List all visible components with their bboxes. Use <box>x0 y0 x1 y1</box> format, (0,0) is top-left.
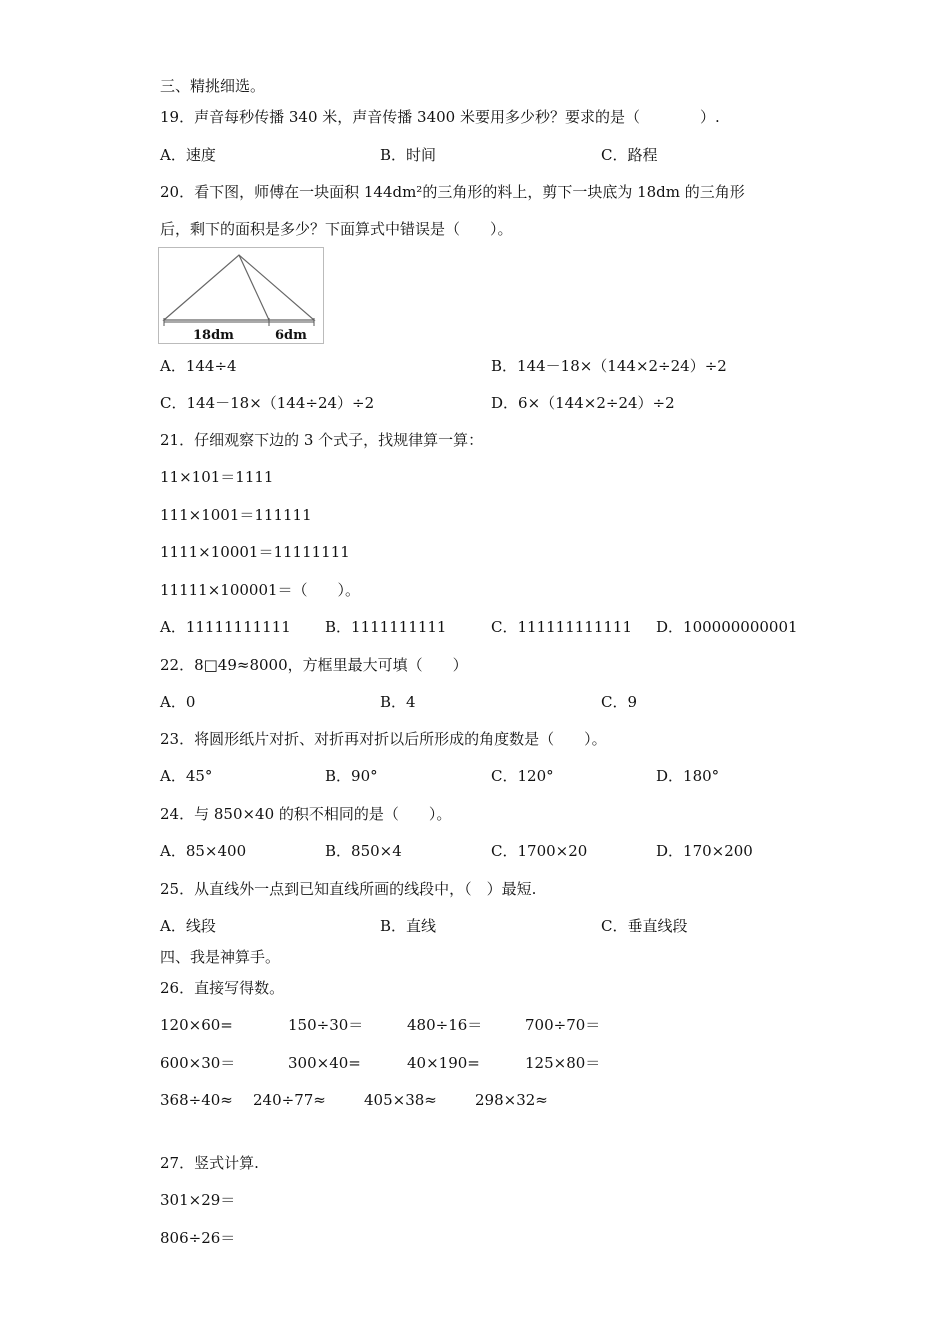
label-6dm: 6dm <box>275 328 307 343</box>
q19-option-b: B．时间 <box>380 146 437 164</box>
q19-option-c: C．路程 <box>601 146 658 164</box>
q19-option-a: A．速度 <box>160 146 216 164</box>
q22-option-b: B．4 <box>380 693 416 711</box>
q26-r1-c1: 120×60= <box>160 1016 233 1034</box>
q25-option-c: C．垂直线段 <box>601 917 688 935</box>
question-22: 22．8□49≈8000，方框里最大可填（ ） <box>160 656 468 674</box>
cut-line <box>239 255 269 320</box>
q22-option-a: A．0 <box>160 693 196 711</box>
q24-option-b: B．850×4 <box>325 842 402 860</box>
q25-option-a: A．线段 <box>160 917 216 935</box>
question-27: 27．竖式计算. <box>160 1154 259 1172</box>
q20-option-a: A．144÷4 <box>160 357 237 375</box>
q21-option-b: B．1111111111 <box>325 618 447 636</box>
question-26: 26．直接写得数。 <box>160 979 285 997</box>
question-19: 19．声音每秒传播 340 米，声音传播 3400 米要用多少秒？要求的是（ ）. <box>160 108 720 126</box>
section-4-heading: 四、我是神算手。 <box>160 948 281 966</box>
q21-equation-1: 11×101＝1111 <box>160 468 274 486</box>
q23-option-d: D．180° <box>656 767 720 785</box>
q26-r3-c4: 298×32≈ <box>475 1091 548 1109</box>
q26-r3-c3: 405×38≈ <box>364 1091 437 1109</box>
q23-option-a: A．45° <box>160 767 213 785</box>
q26-r1-c4: 700÷70＝ <box>525 1016 601 1034</box>
triangle-outline <box>164 255 314 320</box>
question-21: 21．仔细观察下边的 3 个式子，找规律算一算： <box>160 431 484 449</box>
q24-option-a: A．85×400 <box>160 842 247 860</box>
q26-r1-c3: 480÷16＝ <box>407 1016 483 1034</box>
label-18dm: 18dm <box>193 328 234 343</box>
q26-r2-c3: 40×190= <box>407 1054 480 1072</box>
q26-r3-c2: 240÷77≈ <box>253 1091 326 1109</box>
q21-option-c: C．111111111111 <box>491 618 632 636</box>
q25-option-b: B．直线 <box>380 917 437 935</box>
q27-equation-2: 806÷26＝ <box>160 1229 236 1247</box>
q21-option-d: D．100000000001 <box>656 618 798 636</box>
q23-option-b: B．90° <box>325 767 378 785</box>
q26-r1-c2: 150÷30＝ <box>288 1016 364 1034</box>
q22-option-c: C．9 <box>601 693 638 711</box>
question-25: 25．从直线外一点到已知直线所画的线段中，（ ）最短. <box>160 880 537 898</box>
q21-equation-4: 11111×100001＝（ ）。 <box>160 581 361 599</box>
q26-r2-c2: 300×40= <box>288 1054 361 1072</box>
question-20-line2: 后，剩下的面积是多少？下面算式中错误是（ ）。 <box>160 220 513 238</box>
q27-equation-1: 301×29＝ <box>160 1191 236 1209</box>
question-23: 23．将圆形纸片对折、对折再对折以后所形成的角度数是（ ）。 <box>160 730 607 748</box>
q26-r2-c1: 600×30＝ <box>160 1054 236 1072</box>
q24-option-c: C．1700×20 <box>491 842 588 860</box>
question-20-line1: 20．看下图，师傅在一块面积 144dm²的三角形的料上，剪下一块底为 18dm 的三角形 <box>160 183 745 201</box>
triangle-figure <box>158 247 324 344</box>
q21-equation-3: 1111×10001＝11111111 <box>160 543 350 561</box>
q20-option-b: B．144－18×（144×2÷24）÷2 <box>491 357 727 375</box>
q24-option-d: D．170×200 <box>656 842 753 860</box>
q21-option-a: A．11111111111 <box>160 618 291 636</box>
q23-option-c: C．120° <box>491 767 554 785</box>
question-24: 24．与 850×40 的积不相同的是（ ）。 <box>160 805 452 823</box>
section-3-heading: 三、精挑细选。 <box>160 77 266 95</box>
q21-equation-2: 111×1001＝111111 <box>160 506 312 524</box>
q26-r3-c1: 368÷40≈ <box>160 1091 233 1109</box>
q26-r2-c4: 125×80＝ <box>525 1054 601 1072</box>
q20-option-d: D．6×（144×2÷24）÷2 <box>491 394 675 412</box>
q20-option-c: C．144－18×（144÷24）÷2 <box>160 394 375 412</box>
